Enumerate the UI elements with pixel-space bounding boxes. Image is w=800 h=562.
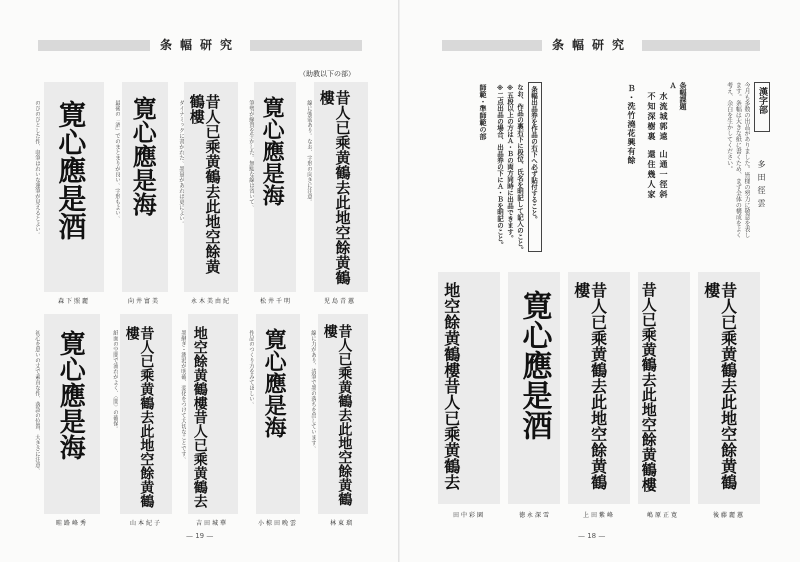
comment: 作品のつくり方をみてほしい。 (248, 330, 254, 407)
comment: 紙面の空間で流れがよく、〈間〉の確保。 (112, 330, 118, 432)
artist-name: 嶋原正寛 (646, 512, 679, 519)
artwork-panel (438, 272, 500, 504)
artist-name: 小椋田晩雲 (257, 520, 298, 527)
calligraphy: 寛心應是酒 (516, 290, 552, 440)
calligraphy: 寛心應是海 (261, 328, 288, 438)
comment: 初心を思いの丈で素直な作、落款の位置、大きさに注意。 (34, 330, 40, 473)
page-number: — 19 — (186, 532, 214, 540)
artwork-panel (568, 272, 630, 504)
artist-name: 山本紀子 (129, 520, 162, 527)
section-label: （助教以下の部） (299, 70, 355, 78)
artist-name: 松井千明 (259, 298, 292, 305)
artwork-panel (44, 82, 104, 292)
theme-a-line: 不知深樹裏 (647, 92, 656, 142)
artwork-panel (256, 314, 300, 514)
intro-paragraph: 今月も多数の出品がありました。皆様の努力に敬意を表します。条幅は大きな紙に書くため、まず全体の構成をよく考え、余白を生かしてください。 (725, 82, 750, 238)
notice-sub: ※五段以上の方はＡ・Ｂの両方同時に出品できます。 (506, 84, 514, 242)
artwork-panel (120, 314, 172, 514)
artist-name: 林東瑠 (329, 520, 354, 527)
artwork-panel (184, 82, 238, 292)
calligraphy: 寛心應是酒 (54, 100, 88, 240)
artist-name: 田中彩園 (452, 512, 485, 519)
comment: 最後の「酒」でのまとまりが良い。字形もよい。 (114, 100, 120, 221)
right-page (400, 0, 800, 562)
calligraphy: 地空餘黄鶴樓昔人已乘黄鶴去 (441, 282, 461, 490)
theme-label: 条幅課題 (679, 82, 687, 110)
artwork-panel (314, 82, 368, 292)
author-name: 多田徑雲 (757, 160, 766, 212)
calligraphy: 昔人已乘黄鶴去此地空餘黄鶴樓 (317, 90, 352, 285)
artist-name: 森下照麗 (57, 298, 90, 305)
theme-b-label: Ｂ・洗竹澆花興有餘 (627, 84, 636, 165)
calligraphy: 地空餘黄鶴樓昔人已乘黄鶴去 (191, 326, 208, 508)
notice-sub: ※二点出品の場合、出品券の下にＡ・Ｂを明記のこと。 (496, 84, 504, 248)
page-header-title: 条幅研究 (150, 36, 250, 53)
calligraphy: 昔人已乘黄鶴去此地空餘黄鶴樓 (571, 282, 608, 490)
artist-name: 向井富美 (127, 298, 160, 305)
artwork-panel (698, 272, 760, 504)
comment: 筆勢が線質を生かした。無駄な線は省いて。 (248, 100, 254, 210)
artwork-panel (638, 272, 690, 504)
calligraphy: 昔人已乘黄鶴去此地空餘黄鶴樓 (187, 94, 222, 274)
artist-name: 後藤麗蕙 (712, 512, 745, 519)
artwork-panel (188, 314, 238, 514)
comment: 線に強弱あり。なお、字形の向きに注意。 (306, 100, 312, 205)
notice-box (528, 82, 542, 252)
artist-name: 児島青蕙 (323, 298, 356, 305)
calligraphy: 寛心應是海 (55, 330, 86, 460)
comment: のびのびとした作、収筆はれいな運筆が見えるとよい。 (34, 100, 40, 238)
artist-name: 永木美由紀 (190, 298, 231, 305)
page-header-title: 条幅研究 (542, 36, 642, 53)
artist-name: 上田紫峰 (582, 512, 615, 519)
theme-a-line: 水流城郭遠 (659, 92, 668, 142)
calligraphy: 寛心應是海 (128, 96, 158, 216)
notice-main: 条幅出品券を作品の右下へ必ず貼付すること。 (530, 86, 538, 223)
notice-sub: なお、作品の裏右下に段位、氏名を明記して記入のこと。 (516, 84, 524, 253)
artist-name: 吉田城華 (195, 520, 228, 527)
artwork-panel (254, 82, 296, 292)
artwork-panel (508, 272, 560, 504)
calligraphy: 寛心應是海 (259, 96, 286, 206)
calligraphy: 昔人已乘黄鶴去此地空餘黄鶴樓 (701, 282, 738, 490)
comment: 墨継ぎ・潤渇が明確、変化をつけて大切なことです。 (180, 330, 186, 462)
calligraphy: 昔人已乘黄鶴去此地空餘黄鶴樓 (123, 326, 155, 508)
artwork-panel (122, 82, 168, 292)
comment: ダイナミックに書かれた。墨量があれば更によい。 (178, 100, 184, 227)
shihan-label: 師範・準師範の部 (479, 84, 487, 140)
theme-a-line: 山通一徑斜 (659, 150, 668, 200)
theme-a-line: 還住幾人家 (647, 150, 656, 200)
artist-name: 徳永深雪 (518, 512, 551, 519)
page-number: — 18 — (578, 532, 606, 540)
comment: 線に力があり、清筆で墨の落ちを出しています。 (310, 330, 316, 451)
calligraphy: 昔人已乘黄鶴去此地空餘黄鶴樓 (639, 282, 658, 492)
artwork-panel (44, 314, 100, 514)
artwork-panel (318, 314, 368, 514)
kanji-section-label: 漢字部 (757, 87, 767, 114)
theme-a-label: Ａ (669, 82, 677, 89)
section-box (754, 82, 770, 132)
artist-name: 畦路峰秀 (55, 520, 88, 527)
calligraphy: 昔人已乘黄鶴去此地空餘黄鶴樓 (321, 324, 353, 506)
